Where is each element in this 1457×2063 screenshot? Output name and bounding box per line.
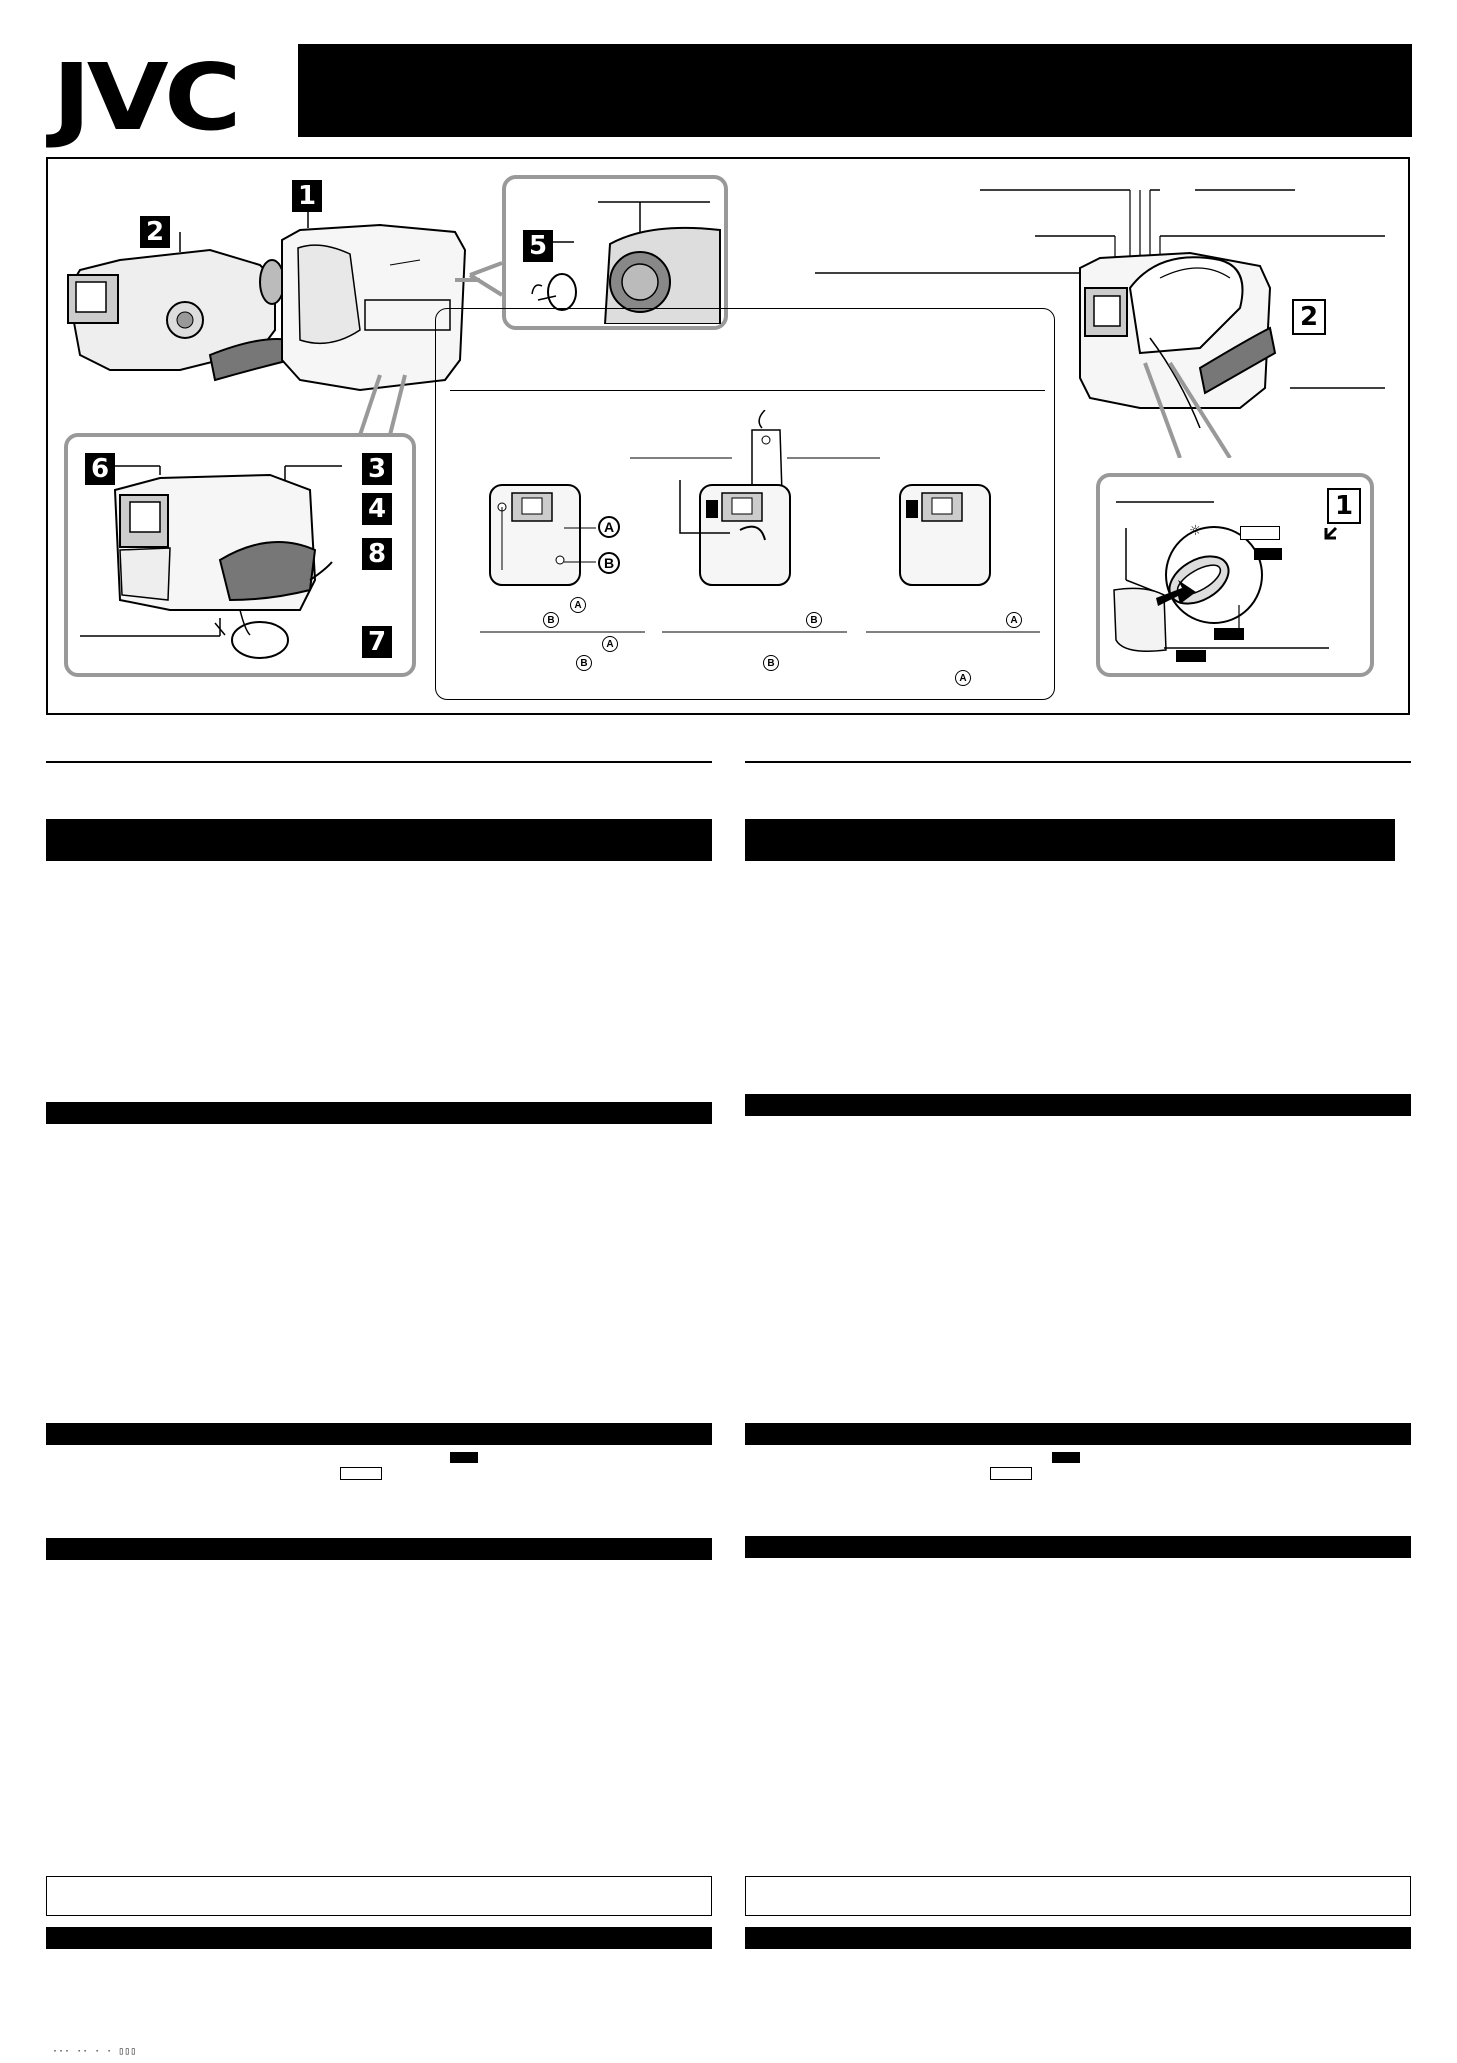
step-badge-2: 2 [140,216,170,248]
step-badge-4: 4 [362,493,392,525]
left-section-bar-4 [46,1538,712,1560]
step-badge-right-2: 2 [1292,299,1326,335]
point-b-marker: B [598,552,620,574]
mode-icon-filled-2 [1214,628,1244,640]
point-b-small-3: B [806,612,822,628]
step-badge-1: 1 [292,180,322,212]
right-note-box [745,1876,1411,1916]
point-a-small-4: A [955,670,971,686]
step-badge-right-1: 1 [1327,488,1361,524]
point-a-small-1: A [570,597,586,613]
jvc-logo: JVC [52,44,238,151]
mode-icon-filled-1 [1254,548,1282,560]
right-inline-icon-outline [990,1467,1032,1480]
point-b-small-2: B [576,655,592,671]
left-column-top-rule [46,761,712,763]
left-inline-icon-outline [340,1467,382,1480]
left-inline-icon-filled [450,1452,478,1463]
mode-icon-filled-3 [1176,650,1206,662]
svg-text:☼: ☼ [1189,523,1202,539]
step-badge-7: 7 [362,626,392,658]
step-badge-3: 3 [362,453,392,485]
point-a-marker: A [598,516,620,538]
title-bar [298,44,1412,137]
right-section-bar-5 [745,1927,1411,1949]
left-section-bar-2 [46,1102,712,1124]
print-code: ··· ·· · · ▯▯▯ [52,2046,137,2057]
right-section-bar-1 [745,819,1395,861]
step-badge-8: 8 [362,538,392,570]
left-section-bar-3 [46,1423,712,1445]
right-inline-icon-filled [1052,1452,1080,1463]
point-a-small-3: A [1006,612,1022,628]
step-badge-5: 5 [523,230,553,262]
step-badge-6: 6 [85,453,115,485]
point-b-small-1: B [543,612,559,628]
right-section-bar-3 [745,1423,1411,1445]
left-section-bar-1 [46,819,712,861]
left-section-bar-5 [46,1927,712,1949]
right-section-bar-4 [745,1536,1411,1558]
left-note-box [46,1876,712,1916]
mode-icon-outline [1240,526,1280,540]
point-a-small-2: A [602,636,618,652]
case-detail-illustration [70,440,410,672]
point-b-small-4: B [763,655,779,671]
right-section-bar-2 [745,1094,1411,1116]
right-column-top-rule [745,761,1411,763]
